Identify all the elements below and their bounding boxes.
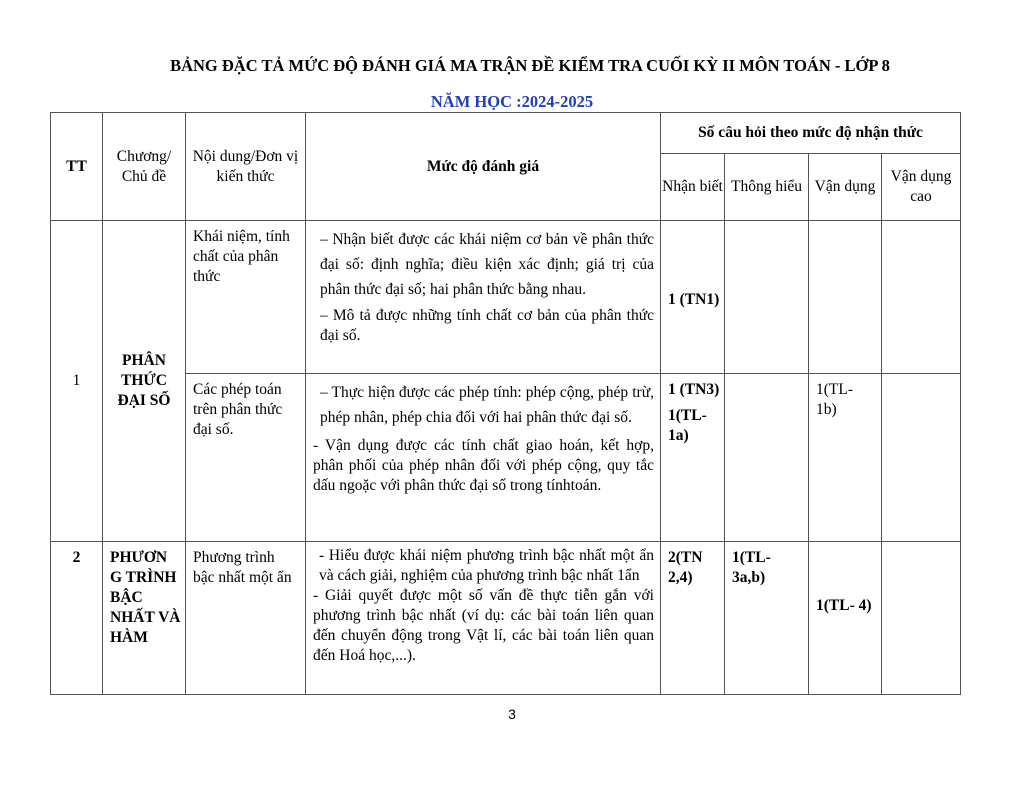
criteria-line: – Mô tả được những tính chất cơ bản của phân thức đại số. [320,307,654,344]
level-understand-value [725,374,809,542]
row-chapter: PHÂN THỨC ĐẠI SỐ [103,221,186,542]
level-apply-value: 1(TL- 1b) [809,374,882,542]
document-title: BẢNG ĐẶC TẢ MỨC ĐỘ ĐÁNH GIÁ MA TRẬN ĐỀ KIỂM TRA CUỐI KỲ II MÔN TOÁN - LỚP 8 [170,56,890,75]
level-understand-value [725,221,809,374]
level-recognize-value [661,374,725,542]
level-apply-high-value [882,221,961,374]
level-apply-high-value [882,542,961,695]
header-level-recognize: Nhận biết [661,154,725,221]
level-recognize-value: 1 (TN1) [661,221,725,374]
header-levels-group: Số câu hỏi theo mức độ nhận thức [661,113,961,154]
row-criteria [306,221,661,374]
header-tt: TT [51,113,103,221]
row-content: Khái niệm, tính chất của phân thức [186,221,306,374]
level-apply-value [809,221,882,374]
row-content: Các phép toán trên phân thức đại số. [186,374,306,542]
school-year: NĂM HỌC :2024-2025 [430,92,594,111]
row-content: Phương trình bậc nhất một ẩn [186,542,306,695]
header-content: Nội dung/Đơn vị kiến thức [186,113,306,221]
level-apply-value: 1(TL- 4) [809,542,882,695]
level-value-line: 1(TL- 1a) [668,407,707,444]
row-criteria [306,374,661,542]
row-tt: 2 [51,542,103,695]
header-chapter: Chương/ Chủ đề [103,113,186,221]
page-number: 3 [508,706,516,722]
level-value-line: 1 (TN3) [668,381,720,398]
level-apply-high-value [882,374,961,542]
criteria-line: - Hiểu được khái niệm phương trình bậc nhất một ẩn và cách giải, nghiệm của phương trình bậc nhất 1ẩn [319,547,654,584]
criteria-line: – Nhận biết được các khái niệm cơ bản về phân thức đại số: định nghĩa; điều kiện xác định; giá trị của phân thức đại số; hai phân thức bằng nhau. [320,231,654,298]
level-recognize-value: 2(TN 2,4) [661,542,725,695]
criteria-line: - Giải quyết được một số vấn đề thực tiễn gắn với phương trình bậc nhất (ví dụ: các bài toán liên quan đến chuyển động trong Vật lí, các bài toán liên quan đến Hoá học,...). [313,587,654,664]
header-criteria: Mức độ đánh giá [306,113,661,221]
header-level-apply: Vận dụng [809,154,882,221]
header-level-understand: Thông hiểu [725,154,809,221]
row-tt: 1 [51,221,103,542]
assessment-table [50,112,961,695]
header-level-apply-high: Vận dụng cao [882,154,961,221]
row-criteria [306,542,661,695]
level-understand-value: 1(TL- 3a,b) [725,542,809,695]
row-chapter: PHƯƠN G TRÌNH BẬC NHẤT VÀ HÀM [103,542,186,695]
criteria-line: – Thực hiện được các phép tính: phép cộng, phép trừ, phép nhân, phép chia đối với hai phân thức đại số. [320,384,654,426]
criteria-line: - Vận dụng được các tính chất giao hoán, kết hợp, phân phối của phép nhân đối với phép cộng, quy tắc dấu ngoặc với phân thức đại số trong tínhtoán. [313,437,654,494]
